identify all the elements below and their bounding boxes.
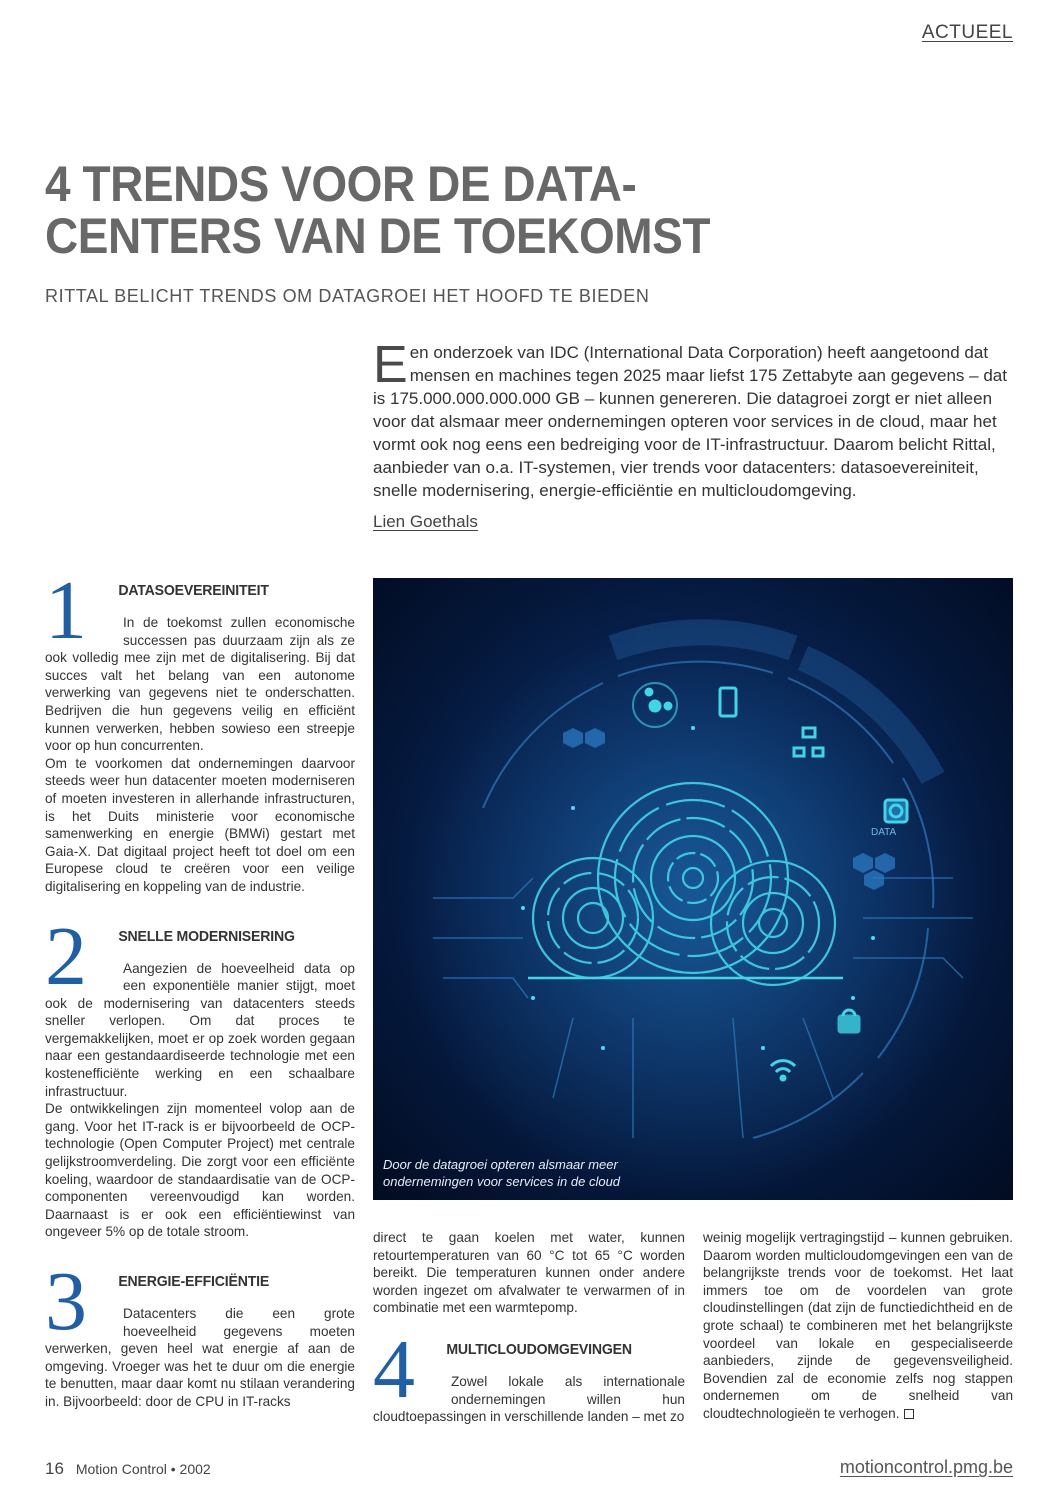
magazine-issue: Motion Control • 2002	[75, 1461, 211, 1477]
intro-paragraph	[373, 336, 1013, 502]
section-paragraph: Datacenters die een grote hoeveelheid gegevens moeten verwerken, geven heel wat energie af aan de omgeving. Vroeger was het te duur om die energie te benutten, maar daar komt nu stilaan verandering in. Bijvoorbeeld: door de CPU in IT-racks	[45, 1306, 355, 1409]
section-paragraph: In de toekomst zullen economische successen pas duurzaam zijn als ze ook volledig mee zijn met de digitalisering. Bij dat succes valt het belang van een autonome verwerking van gegevens niet te onderschatten. Bedrijven die hun gegevens veilig en efficiënt kunnen verwerken, hebben sowieso een streepje voor op hun concurrenten.	[45, 615, 355, 754]
section-paragraph: Aangezien de hoeveelheid data op een exponentiële manier stijgt, moet ook de modernisering van datacenters steeds sneller verlopen. Om dat proces te vergemakkelijken, moet er op zoek worden gegaan naar een gestandaardiseerde technologie met een kostenefficiënte werking en een schaalbare infrastructuur.	[45, 960, 355, 1099]
section-2	[45, 909, 355, 1242]
author-link[interactable]: Lien Goethals	[373, 512, 478, 531]
section-heading: SNELLE MODERNISERING	[118, 927, 295, 945]
middle-column	[373, 1229, 685, 1426]
section-number: 3	[45, 1255, 87, 1348]
footer-left	[45, 1459, 211, 1479]
figure-data-label: DATA	[871, 827, 897, 838]
section-heading: ENERGIE-EFFICIËNTIE	[118, 1273, 270, 1290]
section-number: 4	[373, 1322, 415, 1416]
section-paragraph: De ontwikkelingen zijn momenteel volop aan de gang. Voor het IT-rack is er bijvoorbeeld de OCP-technologie (Open Computer Project) met centrale gelijkstroomverdeling. Die zorgt voor een efficiënte koeling, waardoor de standaardisatie van de OCP-componenten vereenvoudigd kan worden. Daarnaast is er ook een efficiëntiewinst van ongeveer 5% op de totale stroom.	[45, 1101, 355, 1240]
continued-paragraph	[703, 1229, 1013, 1423]
right-column	[703, 1229, 1013, 1423]
section-number: 1	[45, 564, 87, 657]
section-heading: DATASOEVEREINITEIT	[118, 582, 269, 599]
figure-caption: Door de datagroei opteren alsmaar meer ondernemingen voor services in de cloud	[383, 1157, 621, 1189]
continued-paragraph: direct te gaan koelen met water, kunnen retourtemperaturen van 60 °C tot 65 °C worden bereikt. Die temperaturen kunnen onder andere worden ingezet om afvalwater te verwarmen of in combinatie met een warmtepomp.	[373, 1230, 685, 1316]
section-number: 2	[45, 909, 87, 1003]
left-column	[45, 564, 355, 1411]
title-line-1: 4 TRENDS VOOR DE DATA-	[45, 156, 637, 212]
end-of-article-icon	[904, 1409, 914, 1419]
cloud-graphic	[373, 578, 1013, 1200]
cloud-illustration	[373, 578, 1013, 1200]
article-title	[45, 158, 781, 262]
section-1	[45, 564, 355, 896]
intro-text: en onderzoek van IDC (International Data Corporation) heeft aangetoond dat mensen en machines tegen 2025 maar liefst 175 Zettabyte aan gegevens – dat is 175.000.000.000.000 GB – kunnen genereren. Die datagroei zorgt er niet alleen voor dat alsmaar meer ondernemingen opteren voor services in de cloud, maar het vormt ook nog eens een bedreiging voor de IT-infrastructuur. Daarom belicht Rittal, aanbieder van o.a. IT-systemen, vier trends voor datacenters: datasoevereiniteit, snelle modernisering, energie-efficiëntie en multicloudomgeving.	[373, 343, 1007, 500]
section-paragraph: Zowel lokale als internationale ondernemingen willen hun cloudtoepassingen in verschillende landen – met zo	[373, 1373, 685, 1425]
section-heading: MULTICLOUDOMGEVINGEN	[446, 1340, 632, 1358]
section-label: ACTUEEL	[921, 22, 1013, 43]
article-subtitle: RITTAL BELICHT TRENDS OM DATAGROEI HET HOOFD TE BIEDEN	[45, 286, 650, 306]
section-paragraph: Om te voorkomen dat ondernemingen daarvoor steeds weer hun datacenter moeten moderniseren of moeten investeren in allerhande infrastructuren, is het Duits ministerie voor economische samenwerking en energie (BMWi) gestart met Gaia-X. Dat digitaal project heeft tot doel om een Europese cloud te creëren voor een veilige digitalisering en koppeling van de industrie.	[45, 755, 355, 894]
right-column-text: weinig mogelijk vertragingstijd – kunnen gebruiken. Daarom worden multicloudomgevingen een van de belangrijkste trends voor de toekomst. Het laat immers toe om de voordelen van grote cloudinstellingen (dat zijn de functiedichtheid en de grote schaal) te combineren met het belangrijkste voordeel van lokale en gespecialiseerde aanbieders, zijnde de gegevensveiligheid. Bovendien zal de economie zelfs nog stappen ondernemen om de snelheid van cloudtechnologieën te verhogen.	[703, 1230, 1013, 1421]
title-line-2: CENTERS VAN DE TOEKOMST	[45, 208, 711, 264]
page-number: 16	[45, 1459, 64, 1478]
section-3	[45, 1255, 355, 1411]
website-link[interactable]: motioncontrol.pmg.be	[839, 1457, 1013, 1477]
intro-dropcap: E	[373, 336, 408, 394]
section-4	[373, 1322, 685, 1426]
